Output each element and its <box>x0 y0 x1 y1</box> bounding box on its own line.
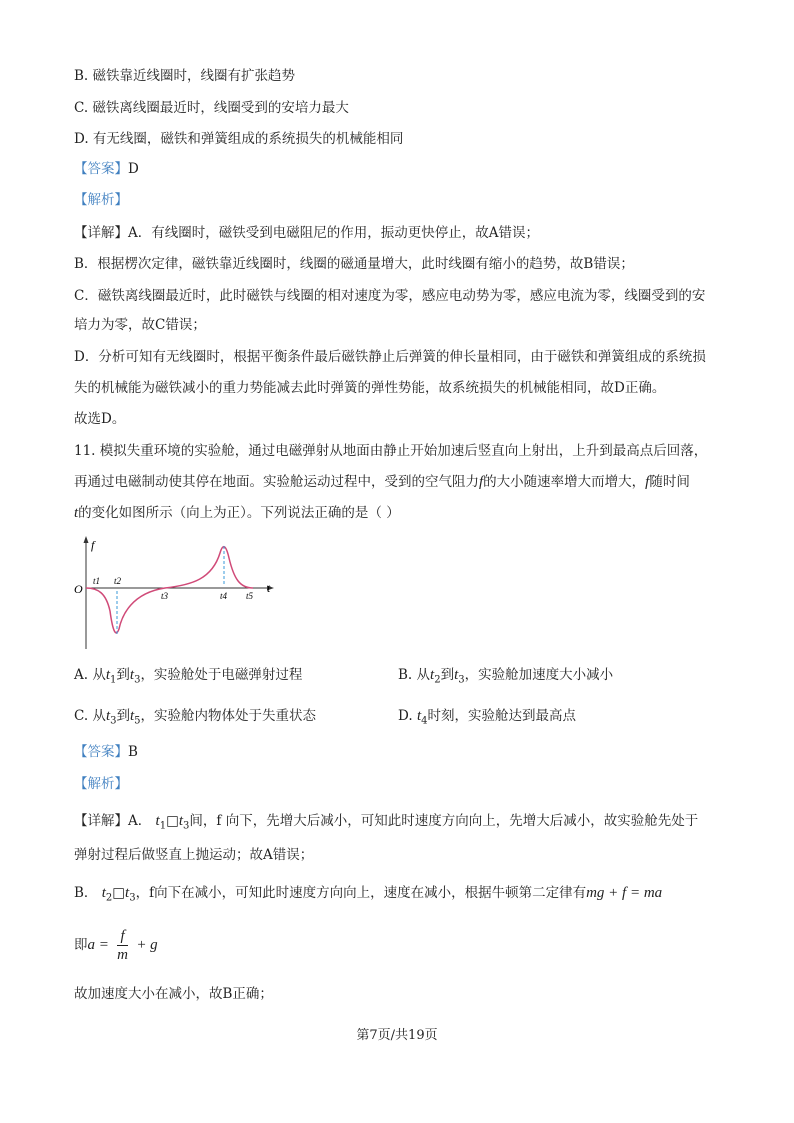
fraction-f-over-m <box>117 927 128 964</box>
q11-text-d: 的变化如图所示（向上为正）。下列说法正确的是（ ） <box>78 505 400 521</box>
opt-d-text1: D. <box>398 708 417 724</box>
detail-line-4a: D．分析可知有无线圈时，根据平衡条件最后磁铁静止后弹簧的伸长量相同，由于磁铁和弹簧组成的系统损 <box>74 349 706 365</box>
sym-t: t <box>74 505 79 521</box>
e3-formula: mg + f = ma <box>586 885 663 901</box>
e1-t3: t <box>178 813 184 829</box>
opt-b-sub: 2 <box>434 674 441 686</box>
opt-c-text3: ，实验舱内物体处于失重状态 <box>140 708 317 724</box>
e4-plus: + g <box>136 937 158 953</box>
detail-tag-2: 【详解】 <box>74 813 128 829</box>
opt-a-text1: A. 从 <box>74 667 106 683</box>
answer-tag: 【答案】 <box>74 161 128 177</box>
e3-pre: B． <box>74 885 98 901</box>
e1-s1: 1 <box>159 820 167 832</box>
x-axis-label: t <box>267 581 271 595</box>
opt-c-sub: 3 <box>110 715 117 727</box>
f-t-graph <box>70 533 280 651</box>
e1-s3: 3 <box>183 820 190 832</box>
detail-line-1 <box>74 223 539 243</box>
answer-line-1 <box>74 159 139 179</box>
e4-pre: 即 <box>74 937 88 953</box>
question-11-line-1: 11. 模拟失重环境的实验舱，通过电磁弹射从地面由静止开始加速后竖直向上射出，上升到最高点后回落， <box>74 443 708 459</box>
opt-c-text1: C. 从 <box>74 708 106 724</box>
e1-pre: A． <box>128 813 152 829</box>
opt-b-text1: B. 从 <box>398 667 431 683</box>
opt-d-sub: 4 <box>421 715 428 727</box>
option-c <box>74 706 316 732</box>
e1-rest: 间，f 向下，先增大后减小，可知此时速度方向向上，先增大后减小，故实验舱先处于 <box>189 813 699 829</box>
analysis-tag-1 <box>74 190 128 210</box>
detail-line-3a: C．磁铁离线圈最近时，此时磁铁与线圈的相对速度为零，感应电动势为零，感应电流为零，线圈受到的安 <box>74 288 706 304</box>
answer-value: D <box>128 161 139 177</box>
e3-s2: 2 <box>105 892 113 904</box>
opt-a-text3: ，实验舱处于电磁弹射过程 <box>140 667 303 683</box>
e3-box: □ <box>112 885 126 901</box>
answer-tag-2: 【答案】 <box>74 744 128 760</box>
opt-b-sub2: 3 <box>458 674 465 686</box>
opt-c-sub2: 5 <box>134 715 141 727</box>
sym-f: f <box>479 474 484 490</box>
tick-t3: t3 <box>161 591 169 601</box>
sym-f-2: f <box>645 474 650 490</box>
opt-b-t: t <box>430 667 435 683</box>
origin-label: O <box>74 582 83 596</box>
analysis-tag-2 <box>74 774 128 794</box>
explain-line-2: 弹射过程后做竖直上抛运动；故A错误； <box>74 847 314 863</box>
y-axis-arrow <box>84 536 89 543</box>
opt-b-t2: t <box>454 667 459 683</box>
explain-line-1 <box>74 811 698 837</box>
page-footer: 第7页/共19页 <box>356 1028 438 1043</box>
q11-text-c: 随时间 <box>649 474 690 490</box>
opt-a-t: t <box>105 667 111 683</box>
detail-tag: 【详解】 <box>74 225 128 241</box>
frac-den: m <box>117 947 129 963</box>
opt-c-t: t <box>105 708 111 724</box>
frac-num: f <box>117 927 128 946</box>
opt-d-text2: 时刻，实验舱达到最高点 <box>427 708 576 724</box>
tick-t4: t4 <box>220 591 228 601</box>
explain-line-5: 故加速度大小在减小，故B正确； <box>74 986 273 1002</box>
opt-b-text2: 到 <box>440 667 455 683</box>
detail-line-5: 故选D。 <box>74 411 126 427</box>
question-11-line-2 <box>74 472 690 492</box>
question-11-line-3 <box>74 503 400 523</box>
e4-a: a = <box>87 937 109 953</box>
option-d-prev: D. 有无线圈，磁铁和弹簧组成的系统损失的机械能相同 <box>74 131 404 147</box>
tick-t1: t1 <box>93 576 101 586</box>
opt-a-sub: 1 <box>110 674 117 686</box>
e3-t3: t <box>125 885 130 901</box>
answer-value-2: B <box>128 744 138 760</box>
e3-s3: 3 <box>129 892 136 904</box>
detail-line-2: B．根据楞次定律，磁铁靠近线圈时，线圈的磁通量增大，此时线圈有缩小的趋势，故B错误； <box>74 256 634 272</box>
e1-box: □ <box>166 813 179 829</box>
detail-line-4b: 失的机械能为磁铁减小的重力势能减去此时弹簧的弹性势能，故系统损失的机械能相同，故D正确。 <box>74 380 666 396</box>
y-axis-label: f <box>91 538 95 552</box>
option-b <box>398 665 613 691</box>
explain-line-3 <box>74 883 662 909</box>
opt-a-text2: 到 <box>116 667 130 683</box>
explain-line-4 <box>74 926 158 964</box>
opt-d-t: t <box>416 708 422 724</box>
opt-c-t2: t <box>129 708 135 724</box>
opt-a-t2: t <box>129 667 135 683</box>
e3-rest: ，f向下在减小，可知此时速度方向向上，速度在减小，根据牛顿第二定律有 <box>135 885 587 901</box>
tick-t5: t5 <box>246 591 254 601</box>
f-curve <box>86 547 253 633</box>
option-c-prev: C. 磁铁离线圈最近时，线圈受到的安培力最大 <box>74 100 349 116</box>
option-d <box>398 706 576 732</box>
detail-line-3b: 培力为零，故C错误； <box>74 317 206 333</box>
q11-text-b: 的大小随速率增大而增大， <box>483 474 646 490</box>
answer-line-2 <box>74 742 138 762</box>
opt-c-text2: 到 <box>116 708 130 724</box>
analysis-label: 【解析】 <box>74 192 128 208</box>
opt-a-sub2: 3 <box>134 674 141 686</box>
e3-t2: t <box>101 885 106 901</box>
e1-t1: t <box>155 813 160 829</box>
detail-text: A．有线圈时，磁铁受到电磁阻尼的作用，振动更快停止，故A错误； <box>128 225 539 241</box>
analysis-label-2: 【解析】 <box>74 776 128 792</box>
option-b-prev: B. 磁铁靠近线圈时，线圈有扩张趋势 <box>74 68 296 84</box>
opt-b-text3: ，实验舱加速度大小减小 <box>464 667 614 683</box>
option-a <box>74 665 302 691</box>
q11-text-a: 再通过电磁制动使其停在地面。实验舱运动过程中，受到的空气阻力 <box>74 474 479 490</box>
tick-t2: t2 <box>114 576 122 586</box>
